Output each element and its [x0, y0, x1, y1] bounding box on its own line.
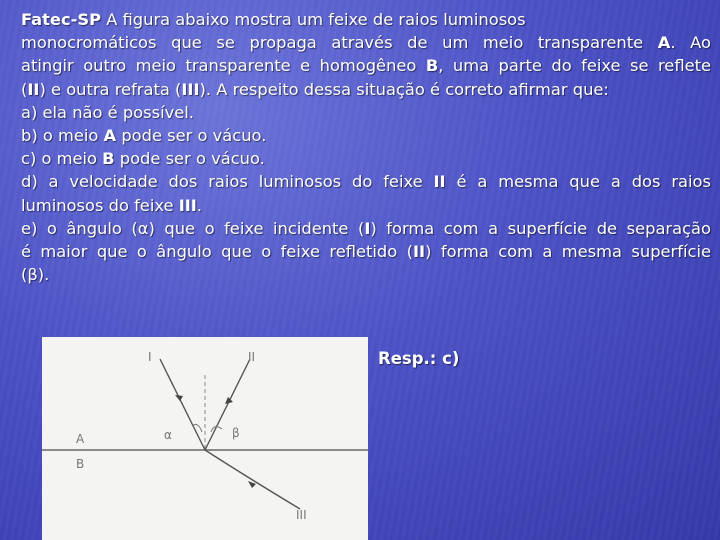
reflection-refraction-figure	[42, 337, 368, 540]
label-medium-b: B	[76, 457, 85, 471]
question-source: Fatec-SP	[21, 10, 102, 29]
option-b: b) o meio A pode ser o vácuo.	[21, 126, 267, 146]
incident-arrow-icon	[175, 395, 183, 401]
refracted-ray	[205, 450, 300, 509]
option-e-end: (β).	[21, 265, 50, 285]
answer-label: Resp.:	[378, 349, 437, 368]
ray-diagram	[42, 337, 368, 540]
reflected-ray	[205, 359, 250, 450]
question-line-4: (II) e outra refrata (III). A respeito dessa situação é correto afirmar que:	[21, 79, 609, 99]
option-d-continued: luminosos do feixe III.	[21, 195, 203, 215]
question-line-2: monocromáticos que se propaga através de um meio transparente A. Ao	[21, 33, 711, 53]
option-a: a) ela não é possível.	[21, 102, 194, 122]
question-line-3: atingir outro meio transparente e homogêneo B, uma parte do feixe se reflete	[21, 56, 711, 76]
label-alpha: α	[164, 428, 172, 442]
option-e: e) o ângulo (α) que o feixe incidente (I) forma com a superfície de separação	[21, 218, 711, 238]
question-text	[21, 8, 711, 286]
option-e-continued: é maior que o ângulo que o feixe refletido (II) forma com a mesma superfície	[21, 242, 711, 262]
label-medium-a: A	[76, 432, 85, 446]
question-line-1: Fatec-SP A figura abaixo mostra um feixe de raios luminosos	[21, 10, 526, 29]
option-c: c) o meio B pode ser o vácuo.	[21, 149, 265, 169]
label-beta: β	[232, 426, 240, 440]
label-ray-ii: II	[248, 350, 256, 364]
label-ray-i: I	[148, 350, 152, 364]
answer	[378, 349, 459, 368]
option-d: d) a velocidade dos raios luminosos do feixe II é a mesma que a dos raios	[21, 172, 711, 192]
answer-value: c)	[436, 349, 460, 368]
label-ray-iii: III	[296, 508, 307, 522]
reflected-arrow-icon	[225, 397, 233, 404]
